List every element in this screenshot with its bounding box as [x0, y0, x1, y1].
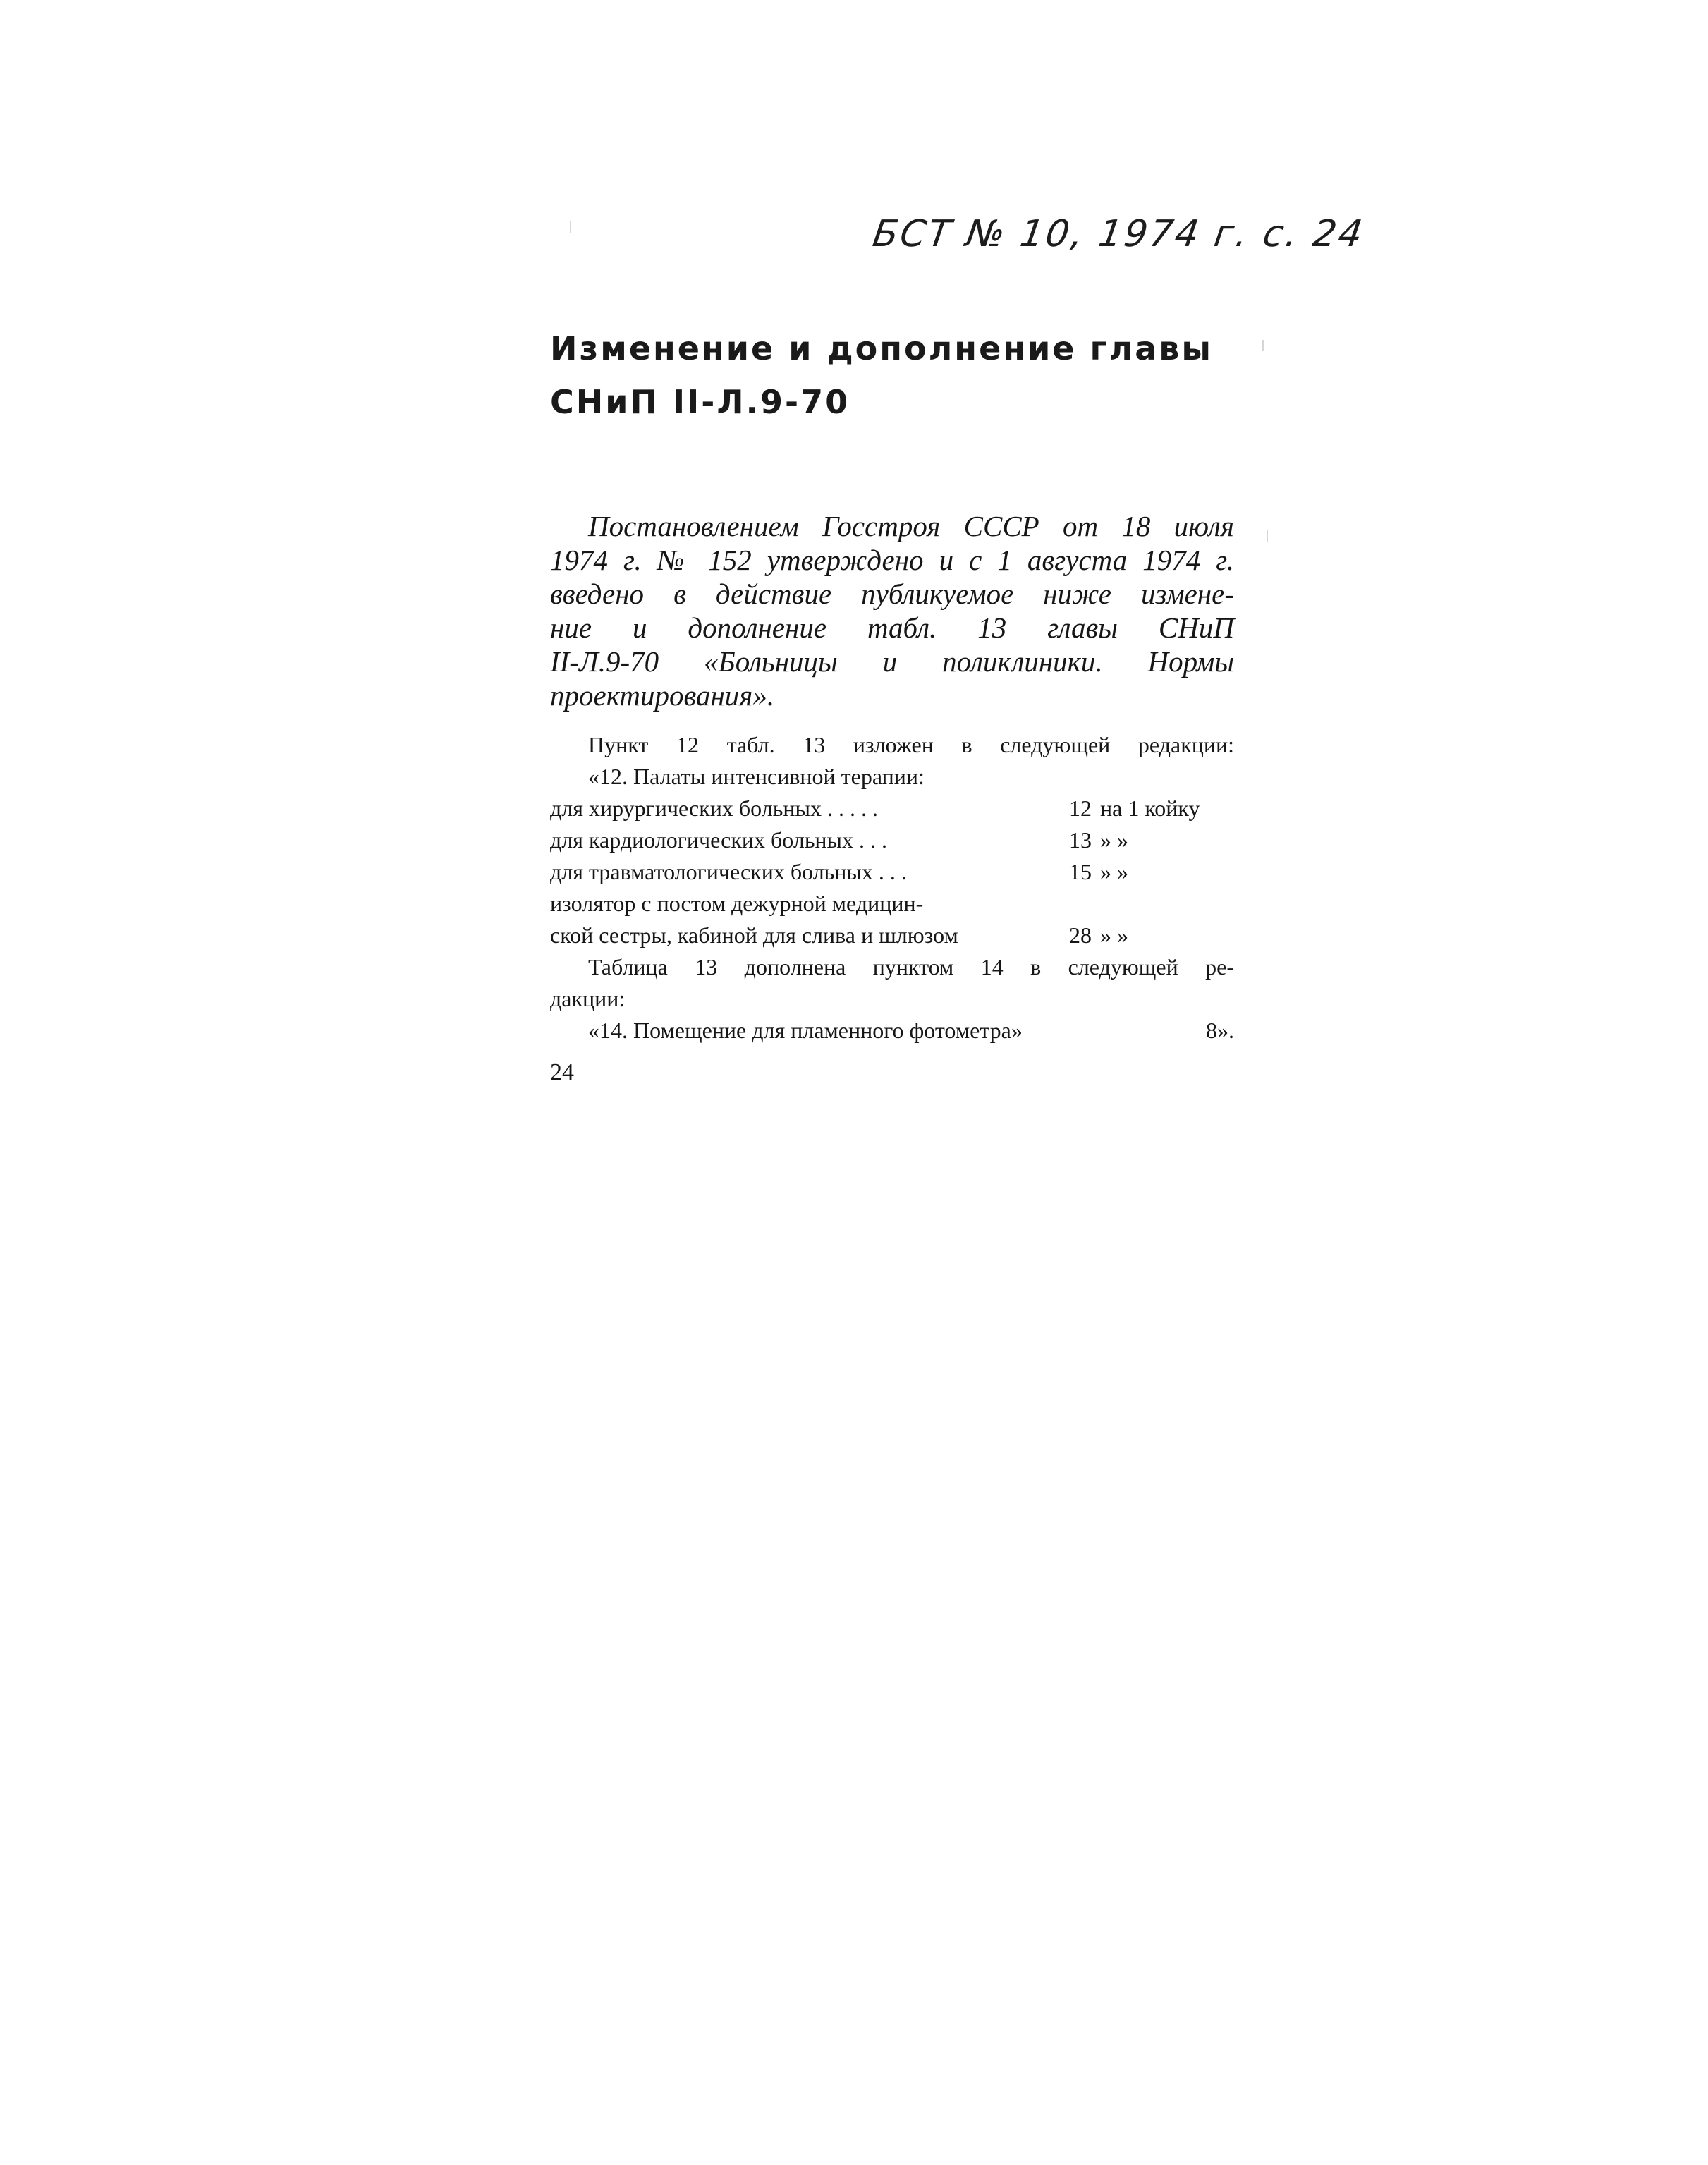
- intro-line: ние и дополнение табл. 13 главы СНиП: [550, 611, 1234, 644]
- clause-intro: Пункт 12 табл. 13 изложен в следующей редакции:: [588, 732, 1234, 757]
- row-unit: на 1 койку: [1100, 795, 1200, 821]
- row-unit: » »: [1100, 827, 1128, 853]
- row-label: для хирургических больных . . . . .: [550, 795, 878, 821]
- isolator-row-line-2: [550, 920, 1234, 951]
- clause-12-heading-text: «12. Палаты интенсивной терапии:: [588, 764, 925, 789]
- intro-line: II-Л.9-70 «Больницы и поликлиники. Нормы: [550, 645, 1234, 678]
- title-line-1: Изменение и дополнение главы: [550, 329, 1213, 367]
- clause-14-row: [550, 1015, 1234, 1047]
- table-addition-line-2-text: дакции:: [550, 986, 626, 1011]
- page-number: 24: [550, 1059, 574, 1085]
- handwritten-reference-note: БСТ № 10, 1974 г. с. 24: [870, 213, 1367, 255]
- table-row: [550, 824, 1234, 856]
- scan-speck: [570, 221, 571, 233]
- clause-14-value: 8».: [1206, 1018, 1234, 1043]
- intro-line: 1974 г. № 152 утверждено и с 1 августа 1974 г.: [550, 544, 1234, 576]
- isolator-value: 28: [1069, 922, 1092, 948]
- isolator-unit: » »: [1100, 922, 1128, 948]
- row-value: 12: [1069, 795, 1092, 821]
- row-unit: » »: [1100, 859, 1128, 884]
- document-title: [550, 322, 1213, 429]
- table-addition-line-1: Таблица 13 дополнена пунктом 14 в следующей ре-: [588, 954, 1234, 980]
- intro-line: Постановлением Госстроя СССР от 18 июля: [588, 510, 1234, 542]
- intro-paragraph: [550, 509, 1234, 712]
- scan-speck: [1262, 340, 1264, 351]
- table-addition-line-2: [550, 983, 1234, 1015]
- isolator-label-line-1: изолятор с постом дежурной медицин-: [550, 891, 924, 916]
- isolator-row-line-1: [550, 888, 1234, 920]
- title-line-2: СНиП II-Л.9-70: [550, 383, 850, 421]
- table-row: [550, 856, 1234, 888]
- row-value: 15: [1069, 859, 1092, 884]
- scan-speck: [1267, 530, 1268, 542]
- clause-14-label: «14. Помещение для пламенного фотометра»: [588, 1018, 1023, 1043]
- isolator-label-line-2: ской сестры, кабиной для слива и шлюзом: [550, 922, 958, 948]
- table-row: [550, 793, 1234, 824]
- row-label: для кардиологических больных . . .: [550, 827, 888, 853]
- clause-12-heading: [550, 761, 1234, 793]
- intro-line: введено в действие публикуемое ниже измене-: [550, 578, 1234, 610]
- amendment-body: [550, 729, 1234, 1047]
- intro-line: проектирования».: [550, 679, 775, 712]
- row-label: для травматологических больных . . .: [550, 859, 907, 884]
- row-value: 13: [1069, 827, 1092, 853]
